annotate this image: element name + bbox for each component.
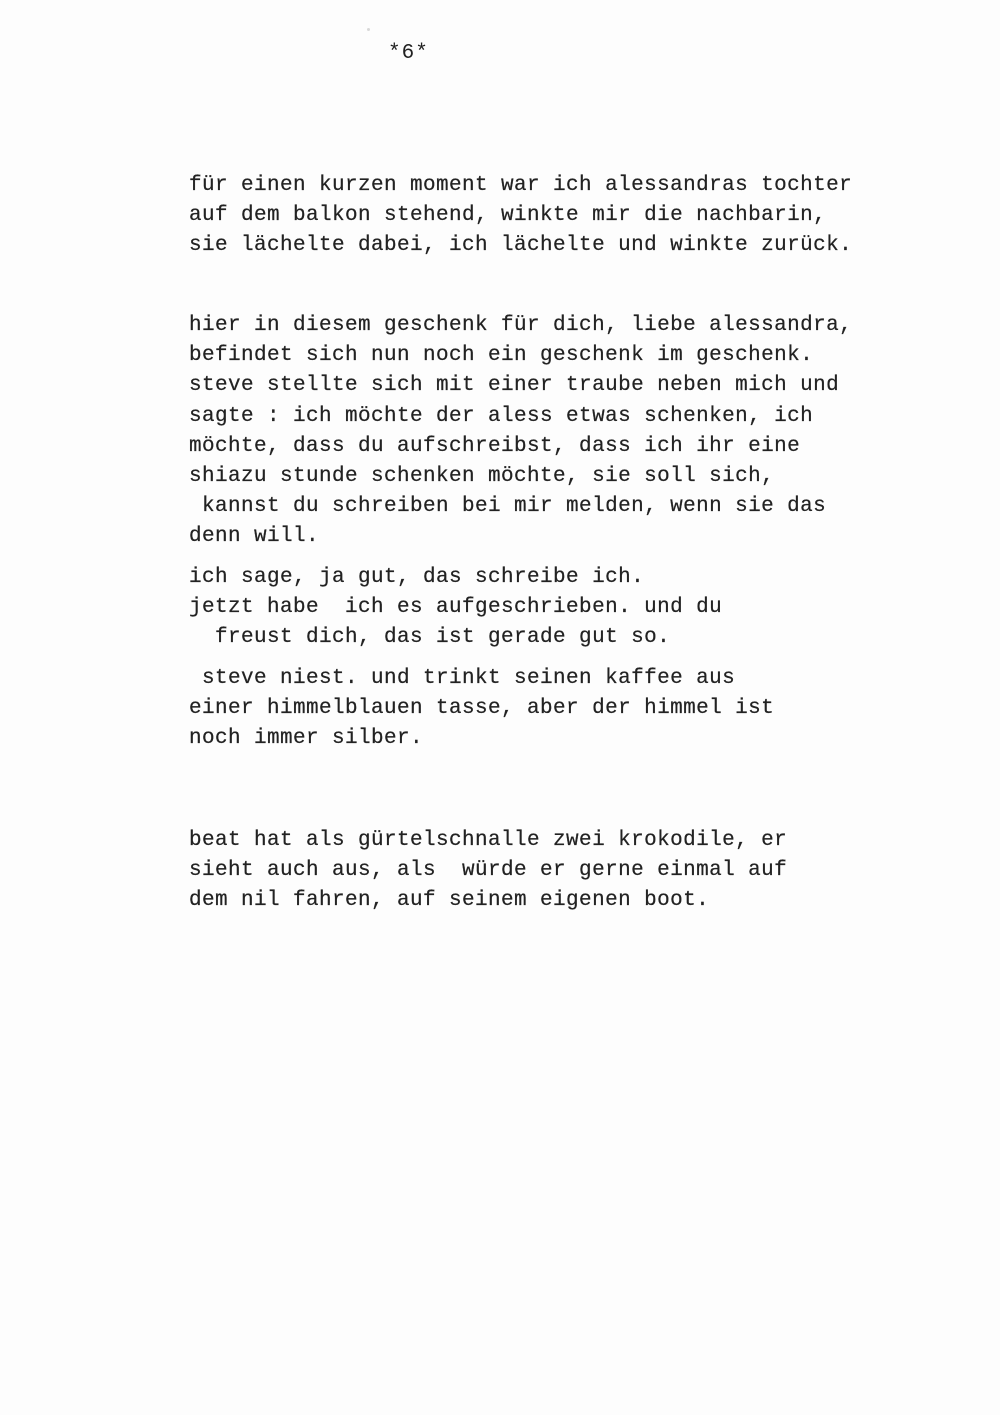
paragraph-2-line-6: shiazu stunde schenken möchte, sie soll sich, <box>189 465 775 488</box>
paragraph-2-line-2: befindet sich nun noch ein geschenk im geschenk. <box>189 344 814 367</box>
paragraph-2-line-1: hier in diesem geschenk für dich, liebe alessandra, <box>189 314 853 337</box>
paragraph-1-line-3: sie lächelte dabei, ich lächelte und winkte zurück. <box>189 234 853 257</box>
paragraph-1-line-1: für einen kurzen moment war ich alessandras tochter <box>189 174 853 197</box>
paragraph-4-line-3: noch immer silber. <box>189 727 424 750</box>
paragraph-1-line-2: auf dem balkon stehend, winkte mir die nachbarin, <box>189 204 827 227</box>
paragraph-4-line-1: steve niest. und trinkt seinen kaffee aus <box>189 667 736 690</box>
paragraph-5-line-1: beat hat als gürtelschnalle zwei krokodile, er <box>189 829 788 852</box>
paragraph-4-line-2: einer himmelblauen tasse, aber der himmel ist <box>189 697 775 720</box>
paragraph-2-line-3: steve stellte sich mit einer traube neben mich und <box>189 374 840 397</box>
paragraph-2-line-8: denn will. <box>189 525 320 548</box>
paragraph-2-line-4: sagte : ich möchte der aless etwas schenken, ich <box>189 405 814 428</box>
paragraph-3-line-3: freust dich, das ist gerade gut so. <box>189 626 671 649</box>
scan-speck <box>367 28 370 31</box>
paragraph-2-line-5: möchte, dass du aufschreibst, dass ich ihr eine <box>189 435 801 458</box>
paragraph-3-line-2: jetzt habe ich es aufgeschrieben. und du <box>189 596 723 619</box>
paragraph-5-line-2: sieht auch aus, als würde er gerne einmal auf <box>189 859 788 882</box>
page-number: *6* <box>388 42 429 65</box>
paragraph-5-line-3: dem nil fahren, auf seinem eigenen boot. <box>189 889 710 912</box>
paragraph-2-line-7: kannst du schreiben bei mir melden, wenn sie das <box>189 495 827 518</box>
paragraph-3-line-1: ich sage, ja gut, das schreibe ich. <box>189 566 645 589</box>
